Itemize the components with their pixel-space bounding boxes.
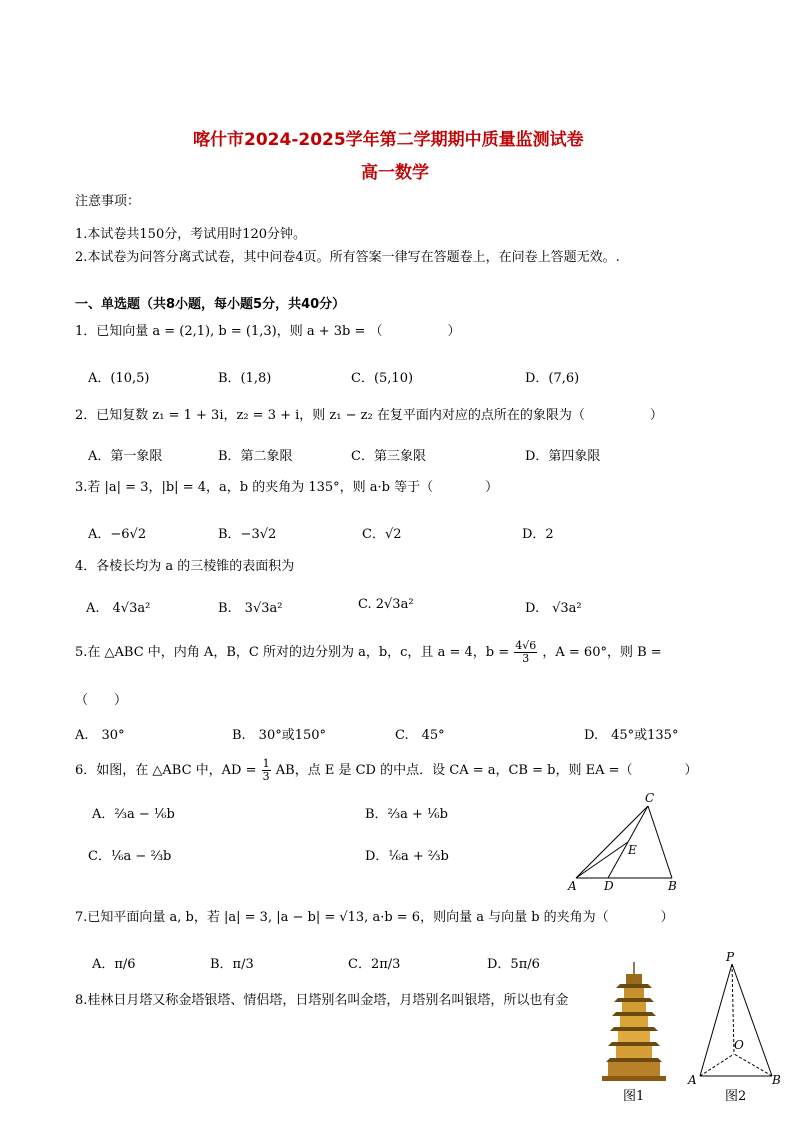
label-c: C bbox=[645, 792, 655, 805]
question-4-stem: 4．各棱长均为 a 的三棱锥的表面积为 bbox=[75, 559, 295, 574]
question-8-stem: 8.桂林日月塔又称金塔银塔、情侣塔，日塔别名叫金塔，月塔别名叫银塔，所以也有金 bbox=[75, 993, 569, 1008]
edge-pb bbox=[732, 964, 772, 1076]
notes-heading: 注意事项： bbox=[75, 194, 141, 209]
exam-title: 喀什市2024-2025学年第二学期期中质量监测试卷 bbox=[193, 130, 584, 150]
question-6-fraction bbox=[262, 758, 271, 783]
question-6-stem-part-b: AB，点 E 是 CD 的中点．设 CA = a，CB = b，则 EA =（ ） bbox=[275, 763, 698, 778]
question-2-option-a: A．第一象限 bbox=[88, 449, 163, 464]
question-4-option-b: B. 3√3a² bbox=[218, 601, 283, 616]
question-1-stem: 1．已知向量 a = (2,1), b = (1,3)，则 a + 3b = （ ） bbox=[75, 324, 461, 339]
question-2-stem: 2．已知复数 z₁ = 1 + 3i，z₂ = 3 + i，则 z₁ − z₂ 在复平面内对应的点所在的象限为（ ） bbox=[75, 408, 663, 423]
question-5-option-c: C. 45° bbox=[395, 728, 445, 743]
question-3-option-d: D．2 bbox=[522, 527, 554, 542]
question-2-option-c: C．第三象限 bbox=[351, 449, 426, 464]
question-7-option-b: B．π/3 bbox=[210, 957, 254, 972]
label-e: E bbox=[628, 843, 637, 857]
question-7-option-d: D．5π/6 bbox=[487, 957, 540, 972]
segment-bc bbox=[648, 806, 672, 878]
question-3-option-c: C．√2 bbox=[362, 527, 402, 542]
label-p: P bbox=[726, 950, 735, 964]
section-heading: 一、单选题（共8小题，每小题5分，共40分） bbox=[75, 297, 346, 312]
question-3-option-a: A．−6√2 bbox=[88, 527, 147, 542]
exam-subject: 高一数学 bbox=[361, 163, 429, 183]
question-5-stem-part-b: ，A = 60°，则 B = bbox=[542, 645, 662, 660]
question-6-option-c: C．⅙a − ⅔b bbox=[88, 849, 172, 864]
question-5-fraction bbox=[514, 640, 537, 665]
question-6-option-b: B．⅔a + ⅙b bbox=[365, 807, 448, 822]
label-o: O bbox=[734, 1038, 744, 1052]
label-a-fig2: A bbox=[688, 1073, 697, 1087]
question-4-option-c: C. 2√3a² bbox=[358, 597, 414, 612]
question-6-stem bbox=[75, 758, 698, 783]
question-2-option-d: D．第四象限 bbox=[525, 449, 601, 464]
question-3-stem: 3.若 |a| = 3，|b| = 4，a，b 的夹角为 135°，则 a·b 等于（ ） bbox=[75, 480, 499, 495]
label-b-fig2: B bbox=[772, 1073, 781, 1087]
figure-1-caption: 图1 bbox=[623, 1089, 645, 1104]
question-5-option-d: D. 45°或135° bbox=[584, 728, 679, 743]
question-6-fraction-numerator: 1 bbox=[262, 757, 270, 770]
question-4-option-a: A. 4√3a² bbox=[86, 601, 151, 616]
question-6-stem-part-a: 6．如图，在 △ABC 中，AD = bbox=[75, 763, 257, 778]
question-5-answer-paren: （ ） bbox=[75, 693, 128, 708]
question-7-option-c: C．2π/3 bbox=[348, 957, 401, 972]
question-6-option-d: D．⅙a + ⅔b bbox=[365, 849, 449, 864]
pyramid-figure bbox=[684, 950, 784, 1090]
question-5-option-b: B. 30°或150° bbox=[232, 728, 327, 743]
question-2-option-b: B．第二象限 bbox=[218, 449, 293, 464]
edge-bo bbox=[734, 1054, 772, 1076]
question-3-option-b: B．−3√2 bbox=[218, 527, 277, 542]
notes-item-2: 2.本试卷为问答分离式试卷，其中问卷4页。所有答案一律写在答题卷上，在问卷上答题无效。. bbox=[75, 250, 620, 265]
question-5-fraction-denominator: 3 bbox=[522, 652, 530, 665]
question-1-option-a: A．(10,5) bbox=[88, 371, 150, 386]
question-5-option-a: A. 30° bbox=[75, 728, 125, 743]
question-5-fraction-numerator: 4√6 bbox=[515, 639, 537, 652]
edge-pa bbox=[700, 964, 732, 1076]
triangle-abc-figure bbox=[562, 792, 692, 896]
question-4-option-d: D. √3a² bbox=[525, 601, 582, 616]
question-7-option-a: A．π/6 bbox=[92, 957, 136, 972]
question-1-option-c: C．(5,10) bbox=[351, 371, 414, 386]
question-1-option-d: D．(7,6) bbox=[525, 371, 580, 386]
label-a: A bbox=[568, 879, 577, 893]
figure-2-caption: 图2 bbox=[725, 1089, 747, 1104]
pagoda-illustration bbox=[600, 960, 668, 1082]
label-d: D bbox=[604, 879, 614, 893]
question-1-option-b: B．(1,8) bbox=[218, 371, 272, 386]
segment-ae bbox=[576, 842, 628, 878]
segment-ac bbox=[576, 806, 648, 878]
notes-item-1: 1.本试卷共150分，考试用时120分钟。 bbox=[75, 227, 307, 242]
question-6-option-a: A．⅔a − ⅙b bbox=[92, 807, 175, 822]
question-6-fraction-denominator: 3 bbox=[262, 770, 270, 783]
question-5-stem bbox=[75, 640, 662, 665]
question-5-stem-part-a: 5.在 △ABC 中，内角 A，B，C 所对的边分别为 a，b，c，且 a = 4，b = bbox=[75, 645, 510, 660]
question-7-stem: 7.已知平面向量 a, b，若 |a| = 3, |a − b| = √13, a·b = 6，则向量 a 与向量 b 的夹角为（ ） bbox=[75, 910, 674, 925]
label-b: B bbox=[668, 879, 677, 893]
